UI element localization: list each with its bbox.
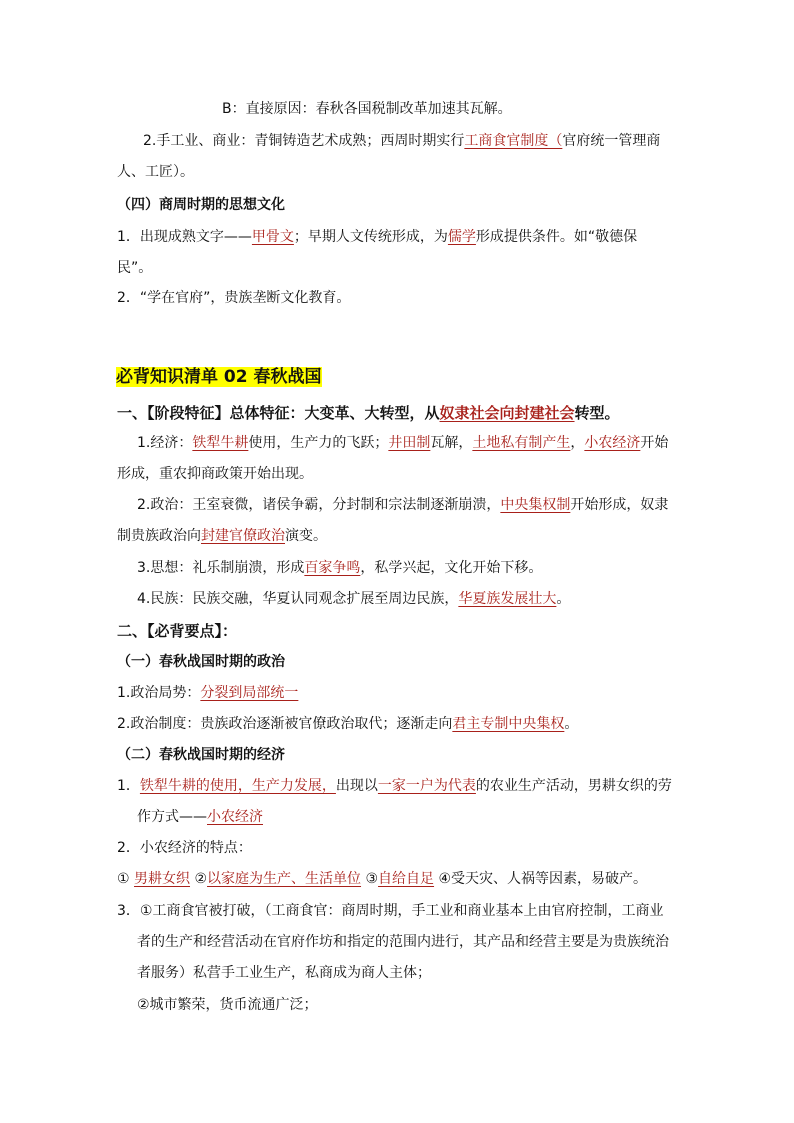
economy-label: 1.经济： <box>137 435 193 451</box>
economy-item-1-text: 出现以 <box>335 778 378 794</box>
thought-key-term: 百家争鸣 <box>304 560 361 576</box>
feature-3-number: ③ <box>361 871 379 887</box>
political-situation-line <box>117 683 298 703</box>
thought-text-end: ，私学兴起，文化开始下移。 <box>360 560 543 576</box>
politics-text-2: 制贵族政治向 <box>117 528 201 544</box>
thought-line <box>137 558 542 578</box>
feature-1-key-term: 男耕女织 <box>134 871 191 887</box>
nation-text-end: 。 <box>556 591 571 607</box>
economy-subheading-text: （二）春秋战国时期的经济 <box>117 747 285 763</box>
politics-line <box>137 495 668 515</box>
culture-heading-text: （四）商周时期的思想文化 <box>117 197 285 213</box>
culture-1-mid: ；早期人文传统形成，为 <box>293 229 448 245</box>
political-system-line <box>117 714 578 734</box>
economy-item-3-text-1: 3．①工商食官被打破，（工商食官：商周时期，手工业和商业基本上由官府控制，工商业 <box>117 903 664 919</box>
economy-key-1: 铁犁牛耕 <box>192 435 249 451</box>
political-situation-text: 1.政治局势： <box>117 685 201 701</box>
politics-text: 2.政治：王室衰微，诸侯争霸，分封制和宗法制逐渐崩溃， <box>137 497 501 513</box>
economy-text-1: 使用，生产力的飞跃； <box>248 435 389 451</box>
economy-text-4: 开始 <box>640 435 669 451</box>
handicraft-text-end: 官府统一管理商 <box>562 133 661 149</box>
politics-text-end: 开始形成，奴隶 <box>570 497 669 513</box>
nation-line <box>137 589 570 609</box>
feature-1-number: ① <box>117 871 135 887</box>
stage-feature-key-term: 奴隶社会向封建社会 <box>439 404 575 422</box>
culture-item-1-line-2 <box>117 258 152 278</box>
political-system-text-end: 。 <box>564 716 579 732</box>
handicraft-key-term: 工商食官制度（ <box>464 133 563 149</box>
stage-feature-end: 转型。 <box>574 404 620 422</box>
thought-text: 3.思想：礼乐制崩溃，形成 <box>137 560 305 576</box>
economy-text-line-2: 形成，重农抑商政策开始出现。 <box>117 466 313 482</box>
politics-subheading-text: （一）春秋战国时期的政治 <box>117 654 285 670</box>
feature-3-key-term: 自给自足 <box>378 871 435 887</box>
politics-text-2-end: 演变。 <box>285 528 327 544</box>
economy-key-4: 小农经济 <box>584 435 641 451</box>
economy-subheading <box>117 745 285 765</box>
culture-1-text: 1．出现成熟文字—— <box>117 229 252 245</box>
culture-heading <box>117 195 285 215</box>
culture-1-end: 形成提供条件。如“敬德保 <box>475 229 638 245</box>
key-points-heading-text: 二、【必背要点】： <box>117 622 238 640</box>
economy-item-1 <box>117 776 672 796</box>
culture-1-key-term-2: 儒学 <box>447 229 476 245</box>
nation-text: 4.民族：民族交融，华夏认同观念扩展至周边民族， <box>137 591 459 607</box>
culture-item-2 <box>117 288 350 308</box>
economy-key-3: 土地私有制产生 <box>472 435 571 451</box>
economy-item-1-text-2: 作方式—— <box>137 809 207 825</box>
culture-1-text-2: 民”。 <box>117 260 153 276</box>
political-system-key-term: 君主专制中央集权 <box>452 716 565 732</box>
economy-line <box>137 433 668 453</box>
economy-line-2 <box>117 464 313 484</box>
culture-2-text: 2．“学在官府”，贵族垄断文化教育。 <box>117 290 351 306</box>
economy-item-3-line-2 <box>137 932 669 952</box>
section-title-text: 必背知识清单 02 春秋战国 <box>116 367 322 387</box>
handicraft-line <box>143 131 660 151</box>
economy-item-1-key-3: 小农经济 <box>207 809 263 825</box>
economy-item-2 <box>117 838 252 858</box>
feature-2-key-term: 以家庭为生产、生活单位 <box>207 871 362 887</box>
b-cause-text: B：直接原因：春秋各国税制改革加速其瓦解。 <box>222 101 512 117</box>
culture-item-1 <box>117 227 637 247</box>
economy-text-3: ， <box>570 435 585 451</box>
economy-item-3-line-1 <box>117 901 663 921</box>
economy-item-1-number: 1． <box>117 778 140 794</box>
economy-item-1-key-2: 一家一户为代表 <box>377 778 476 794</box>
nation-key-term: 华夏族发展壮大 <box>458 591 557 607</box>
section-title <box>116 366 322 388</box>
stage-feature-text: 一、【阶段特征】总体特征：大变革、大转型，从 <box>117 404 440 422</box>
small-farm-features-line <box>117 869 647 889</box>
politics-key-term-2: 封建官僚政治 <box>201 528 285 544</box>
b-cause-line <box>222 99 512 119</box>
political-situation-key-term: 分裂到局部统一 <box>200 685 299 701</box>
economy-item-3-text-3: 者服务）私营手工业生产，私商成为商人主体； <box>137 965 431 981</box>
economy-item-1-key-1: 铁犁牛耕的使用，生产力发展， <box>139 778 336 794</box>
handicraft-line-2 <box>117 162 194 182</box>
politics-key-term: 中央集权制 <box>500 497 571 513</box>
politics-subheading <box>117 652 285 672</box>
political-system-text: 2.政治制度：贵族政治逐渐被官僚政治取代；逐渐走向 <box>117 716 453 732</box>
key-points-heading <box>117 621 237 641</box>
economy-key-2: 井田制 <box>388 435 431 451</box>
politics-line-2 <box>117 526 327 546</box>
economy-item-3-text-2: 者的生产和经营活动在官府作坊和指定的范围内进行，其产品和经营主要是为贵族统治 <box>137 934 669 950</box>
economy-item-3-line-4 <box>137 995 318 1015</box>
economy-item-1-line-2 <box>137 807 263 827</box>
handicraft-text-2: 人、工匠）。 <box>117 164 194 180</box>
economy-item-2-text: 2．小农经济的特点： <box>117 840 252 856</box>
feature-2-number: ② <box>190 871 208 887</box>
economy-item-1-text-end: 的农业生产活动，男耕女织的劳 <box>475 778 672 794</box>
economy-text-2: 瓦解， <box>430 435 473 451</box>
culture-1-key-term: 甲骨文 <box>251 229 294 245</box>
economy-item-3-line-3 <box>137 963 431 983</box>
stage-feature-line <box>117 403 620 423</box>
handicraft-text: 2.手工业、商业：青铜铸造艺术成熟；西周时期实行 <box>143 133 465 149</box>
economy-item-3-text-4: ②城市繁荣，货币流通广泛； <box>137 997 318 1013</box>
feature-4-text: ④受天灾、人祸等因素，易破产。 <box>434 871 648 887</box>
